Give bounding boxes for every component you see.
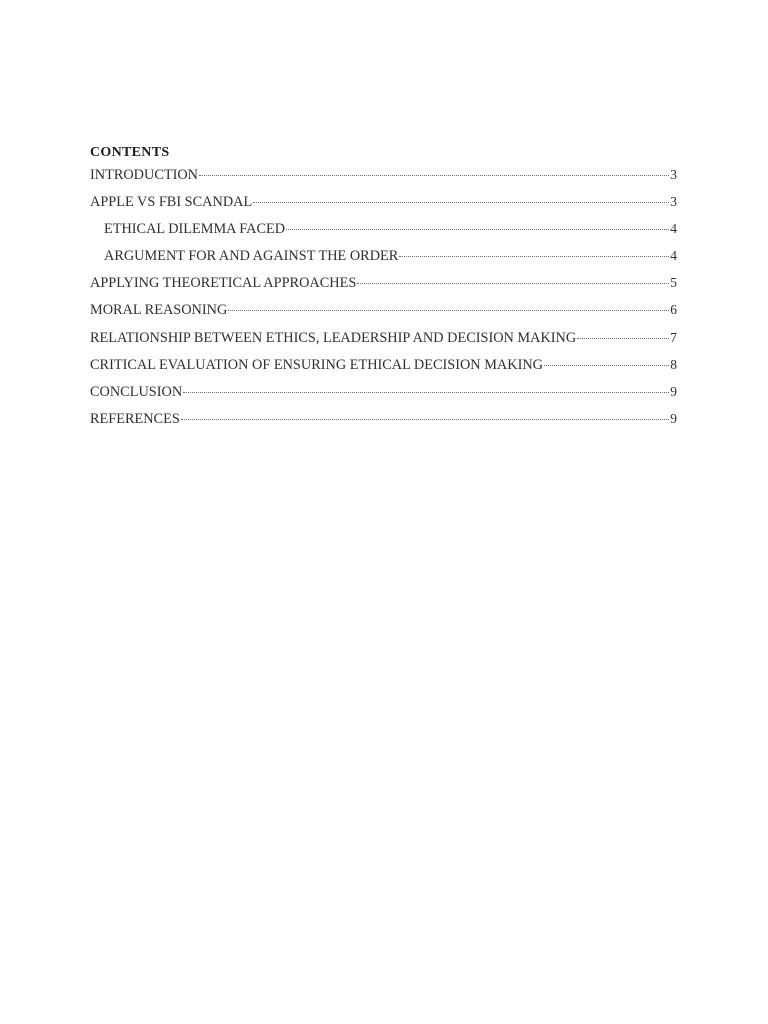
toc-entry-title: CRITICAL EVALUATION OF ENSURING ETHICAL DECISION MAKING bbox=[90, 356, 543, 373]
toc-entry-relationship-ethics-leadership[interactable] bbox=[90, 329, 677, 356]
dot-leader bbox=[228, 310, 669, 311]
toc-entry-introduction[interactable] bbox=[90, 166, 677, 193]
toc-entry-page: 3 bbox=[670, 167, 677, 182]
toc-entry-ethical-dilemma-faced[interactable] bbox=[90, 220, 677, 247]
toc-list bbox=[90, 166, 677, 437]
toc-entry-argument-for-and-against[interactable] bbox=[90, 247, 677, 274]
toc-entry-title: REFERENCES bbox=[90, 410, 180, 427]
dot-leader bbox=[577, 338, 669, 339]
toc-entry-title: ARGUMENT FOR AND AGAINST THE ORDER bbox=[104, 248, 399, 265]
toc-entry-title: APPLE VS FBI SCANDAL bbox=[90, 194, 253, 211]
dot-leader bbox=[357, 283, 669, 284]
toc-entry-page: 6 bbox=[670, 302, 677, 318]
dot-leader bbox=[253, 202, 669, 203]
toc-entry-references[interactable] bbox=[90, 410, 677, 437]
dot-leader bbox=[199, 175, 669, 176]
dot-leader bbox=[183, 392, 669, 393]
toc-entry-page: 4 bbox=[670, 248, 677, 264]
toc-entry-title: ETHICAL DILEMMA FACED bbox=[104, 221, 286, 238]
toc-entry-moral-reasoning[interactable] bbox=[90, 301, 677, 328]
toc-entry-page: 4 bbox=[670, 221, 677, 237]
toc-entry-title: INTRODUCTION bbox=[90, 167, 199, 183]
toc-entry-page: 9 bbox=[670, 410, 677, 426]
toc-entry-title: MORAL REASONING bbox=[90, 302, 228, 319]
toc-entry-conclusion[interactable] bbox=[90, 383, 677, 410]
toc-entry-title: RELATIONSHIP BETWEEN ETHICS, LEADERSHIP AND DECISION MAKING bbox=[90, 329, 577, 346]
toc-heading: CONTENTS bbox=[90, 145, 170, 160]
toc-entry-applying-theoretical-approaches[interactable] bbox=[90, 274, 677, 301]
toc-entry-page: 9 bbox=[670, 383, 677, 399]
toc-entry-page: 3 bbox=[670, 194, 677, 210]
toc-entry-critical-evaluation[interactable] bbox=[90, 356, 677, 383]
toc-entry-page: 8 bbox=[670, 356, 677, 372]
table-of-contents bbox=[90, 144, 677, 437]
dot-leader bbox=[399, 256, 669, 257]
toc-entry-title: CONCLUSION bbox=[90, 383, 183, 400]
dot-leader bbox=[181, 419, 669, 420]
toc-entry-page: 7 bbox=[670, 329, 677, 345]
dot-leader bbox=[544, 365, 669, 366]
toc-entry-apple-vs-fbi-scandal[interactable] bbox=[90, 193, 677, 220]
dot-leader bbox=[286, 229, 669, 230]
toc-entry-page: 5 bbox=[670, 275, 677, 291]
toc-entry-title: APPLYING THEORETICAL APPROACHES bbox=[90, 275, 357, 292]
